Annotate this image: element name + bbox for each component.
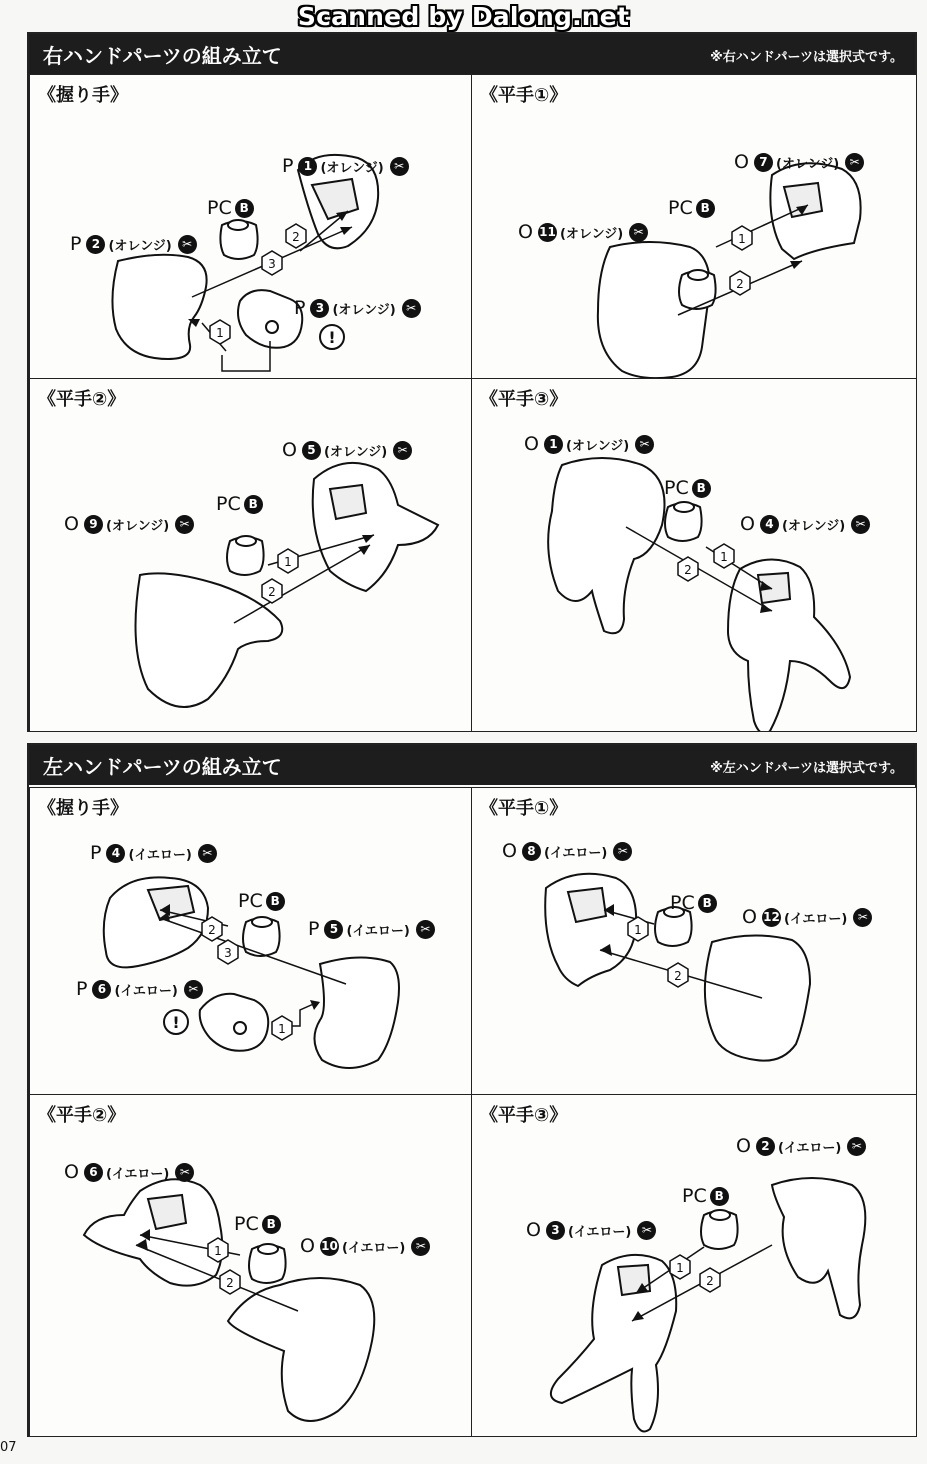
cut-icon: ✂	[851, 515, 870, 534]
panel-flat1-right	[471, 74, 917, 409]
page-number: 07	[0, 1440, 17, 1455]
step-2-marker: 2	[226, 1276, 234, 1290]
part-label-o2: O 2 (イエロー) ✂	[736, 1135, 866, 1157]
step-2-marker: 2	[674, 969, 682, 983]
part-label-o5: O 5 (オレンジ) ✂	[282, 439, 412, 461]
panel-title: 《握り手》	[38, 798, 128, 819]
part-label-p2: P 2 (オレンジ) ✂	[70, 233, 197, 255]
step-2-marker: 2	[684, 563, 692, 577]
assembly-diagram	[30, 379, 471, 731]
panel-flat1-left	[471, 787, 917, 1095]
section-header	[29, 34, 915, 74]
cut-icon: ✂	[402, 299, 421, 318]
cut-icon: ✂	[637, 1221, 656, 1240]
pc-label: PC B	[238, 890, 285, 912]
part-label-p3: P 3 (オレンジ) ✂	[294, 297, 421, 319]
cut-icon: ✂	[847, 1137, 866, 1156]
cut-icon: ✂	[175, 515, 194, 534]
cut-icon: ✂	[629, 223, 648, 242]
right-hand-section	[27, 32, 917, 732]
pc-label: PC B	[668, 197, 715, 219]
svg-text:!: !	[172, 1013, 180, 1032]
cut-icon: ✂	[613, 842, 632, 861]
left-hand-section	[27, 743, 917, 1437]
step-1-marker: 1	[634, 923, 642, 937]
section-title: 左ハンドパーツの組み立て	[43, 755, 282, 779]
section-note: ※右ハンドパーツは選択式です。	[710, 50, 903, 65]
part-label-p6: P 6 (イエロー) ✂	[76, 978, 203, 1000]
step-2-marker: 2	[736, 277, 744, 291]
scanner-watermark: Scanned by Dalong.net	[297, 2, 630, 31]
part-label-o3: O 3 (イエロー) ✂	[526, 1219, 656, 1241]
part-label-p1: P 1 (オレンジ) ✂	[282, 155, 409, 177]
step-2-marker: 2	[292, 230, 300, 244]
panel-title: 《平手①》	[480, 798, 568, 819]
part-label-o10: O 10 (イエロー) ✂	[300, 1235, 430, 1257]
cut-icon: ✂	[198, 844, 217, 863]
part-label-o11: O 11 (オレンジ) ✂	[518, 221, 648, 243]
panel-title: 《平手②》	[38, 1105, 126, 1126]
step-1-marker: 1	[284, 555, 292, 569]
panel-grip-left	[29, 787, 472, 1095]
step-1-marker: 1	[738, 232, 746, 246]
pc-label: PC B	[216, 493, 263, 515]
part-label-o7: O 7 (オレンジ) ✂	[734, 151, 864, 173]
panel-title: 《平手③》	[480, 389, 568, 410]
assembly-diagram	[30, 1095, 471, 1436]
part-label-o8: O 8 (イエロー) ✂	[502, 840, 632, 862]
step-3-marker: 3	[268, 257, 276, 271]
cut-icon: ✂	[393, 441, 412, 460]
svg-text:!: !	[328, 328, 336, 347]
step-1-marker: 1	[278, 1022, 286, 1036]
section-header	[29, 745, 915, 785]
panel-flat3-right	[471, 378, 917, 732]
part-label-o4: O 4 (オレンジ) ✂	[740, 513, 870, 535]
cut-icon: ✂	[390, 157, 409, 176]
pc-label: PC B	[682, 1185, 729, 1207]
part-label-o1: O 1 (オレンジ) ✂	[524, 433, 654, 455]
assembly-diagram	[30, 788, 471, 1094]
panel-title: 《平手③》	[480, 1105, 568, 1126]
cut-icon: ✂	[175, 1163, 194, 1182]
step-2-marker: 2	[706, 1274, 714, 1288]
cut-icon: ✂	[184, 980, 203, 999]
cut-icon: ✂	[635, 435, 654, 454]
pc-label: PC B	[234, 1213, 281, 1235]
cut-icon: ✂	[178, 235, 197, 254]
pc-label: PC B	[207, 197, 254, 219]
section-note: ※左ハンドパーツは選択式です。	[710, 761, 903, 776]
step-2-marker: 2	[208, 923, 216, 937]
cut-icon: ✂	[416, 920, 435, 939]
step-3-marker: 3	[224, 946, 232, 960]
panel-grip-right	[29, 74, 472, 409]
part-label-p4: P 4 (イエロー) ✂	[90, 842, 217, 864]
panel-flat2-right	[29, 378, 472, 732]
part-label-o6: O 6 (イエロー) ✂	[64, 1161, 194, 1183]
panel-flat2-left	[29, 1094, 472, 1437]
cut-icon: ✂	[853, 908, 872, 927]
step-2-marker: 2	[268, 585, 276, 599]
assembly-diagram	[472, 788, 916, 1094]
cut-icon: ✂	[411, 1237, 430, 1256]
panel-title: 《握り手》	[38, 85, 128, 106]
step-1-marker: 1	[720, 550, 728, 564]
step-1-marker: 1	[216, 326, 224, 340]
panel-title: 《平手②》	[38, 389, 126, 410]
pc-label: PC B	[670, 892, 717, 914]
cut-icon: ✂	[845, 153, 864, 172]
part-label-o12: O 12 (イエロー) ✂	[742, 906, 872, 928]
part-label-o9: O 9 (オレンジ) ✂	[64, 513, 194, 535]
pc-label: PC B	[664, 477, 711, 499]
part-label-p5: P 5 (イエロー) ✂	[308, 918, 435, 940]
panel-title: 《平手①》	[480, 85, 568, 106]
step-1-marker: 1	[676, 1261, 684, 1275]
step-1-marker: 1	[214, 1244, 222, 1258]
panel-flat3-left	[471, 1094, 917, 1437]
section-title: 右ハンドパーツの組み立て	[43, 44, 282, 68]
assembly-diagram	[472, 379, 916, 731]
